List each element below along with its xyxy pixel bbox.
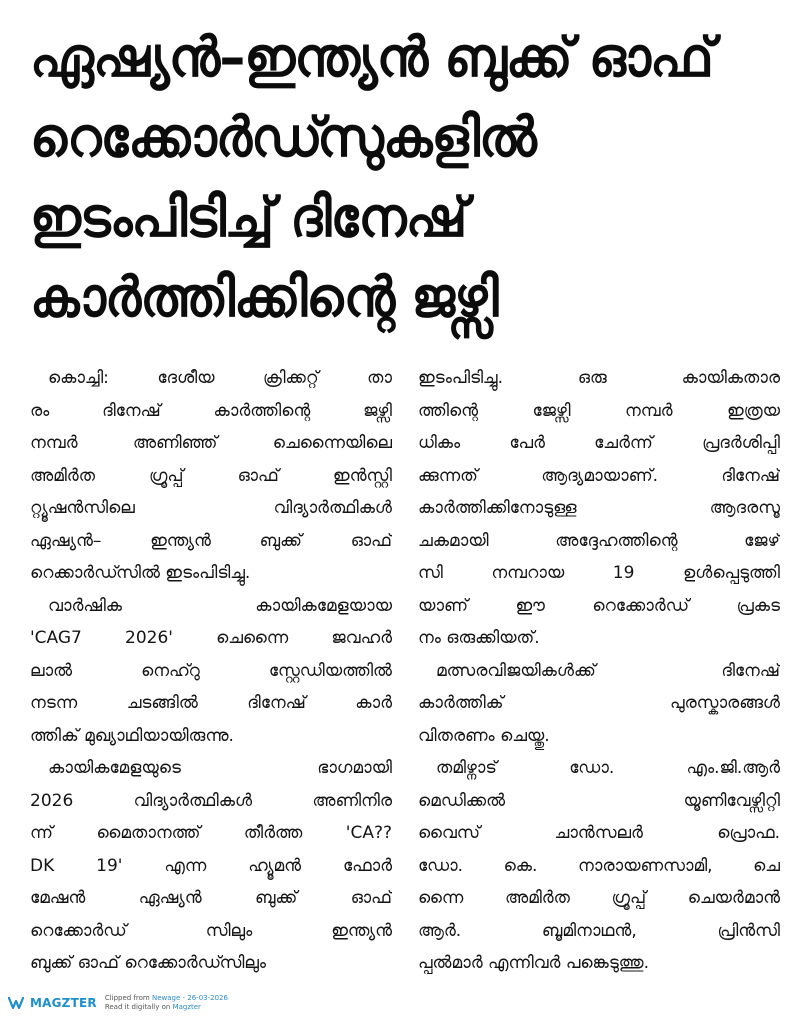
article-paragraph bbox=[418, 362, 780, 655]
text-line: നടന്ന ചടങ്ങിൽ ദിനേഷ് കാർ bbox=[30, 693, 392, 713]
text-line: കായികമേളയുടെ ഭാഗമായി bbox=[48, 758, 392, 778]
article-paragraph bbox=[30, 752, 392, 980]
text-line: ചകമായി അദ്ദേഹത്തിന്റെ ജേഴ് bbox=[418, 530, 780, 551]
article-paragraph bbox=[30, 362, 392, 590]
text-line: അമിർത ഗ്രൂപ്പ് ഓഫ് ഇൻസ്റ്റി bbox=[30, 465, 392, 486]
text-line: 'CAG7 2026' ചെന്നൈ ജവഹർ bbox=[30, 628, 392, 648]
text-line: സി നമ്പറായ 19 ഉൾപ്പെടുത്തി bbox=[418, 563, 780, 583]
read-digitally-line bbox=[105, 1003, 228, 1012]
text-line: ആർ. ബൂമിനാഥൻ, പ്രിൻസി bbox=[418, 920, 780, 941]
clip-footer bbox=[8, 992, 228, 1014]
text-line: നം ഒരുക്കിയത്. bbox=[418, 628, 540, 648]
clip-info bbox=[105, 994, 228, 1012]
text-line: റെക്കാർഡ്സിൽ ഇടംപിടിച്ചു. bbox=[30, 563, 251, 583]
article-paragraph bbox=[418, 752, 780, 980]
text-line: ത്തിന്റെ ജേഴ്സി നമ്പർ ഇത്രയ bbox=[418, 400, 780, 421]
headline-line: റെക്കോർഡ്സുകളിൽ bbox=[30, 106, 536, 170]
text-line: നമ്പർ അണിഞ്ഞ് ചെന്നൈയിലെ bbox=[30, 433, 392, 453]
text-line: മെഡിക്കൽ യൂണിവേഴ്സിറ്റി bbox=[418, 790, 780, 811]
read-digitally-label: Read it digitally on bbox=[104, 1003, 171, 1011]
text-line: രം ദിനേഷ് കാർത്തിന്റെ ജഴ്സി bbox=[30, 400, 392, 421]
text-line: ന്നൈ അമിർത ഗ്രൂപ്പ് ചെയർമാൻ bbox=[418, 888, 780, 908]
headline-line: ഇടംപിടിച്ച് ദിനേഷ് bbox=[30, 186, 467, 250]
headline-line: ഏഷ്യൻ–ഇന്ത്യൻ ബുക്ക് ഓഫ് bbox=[30, 26, 714, 90]
text-line: ഡോ. കെ. നാരായണസാമി, ചെ bbox=[418, 855, 780, 876]
text-line: ത്തിക് മുഖ്യാഥിയായിരുന്നു. bbox=[30, 725, 234, 746]
article-paragraph bbox=[418, 655, 780, 753]
article-paragraph bbox=[30, 590, 392, 753]
text-line: കാർത്തിക് പുരസ്കാരങ്ങൾ bbox=[418, 693, 780, 713]
clipped-from-line bbox=[105, 994, 228, 1003]
text-line: മേഷൻ ഏഷ്യൻ ബുക്ക് ഓഫ് bbox=[30, 888, 392, 908]
text-line: ന്ന് മൈതാനത്ത് തീർത്ത 'CA?? bbox=[30, 823, 392, 843]
text-line: ലാൽ നെഹ്റു സ്റ്റേഡിയത്തിൽ bbox=[30, 660, 392, 681]
text-line: മത്സരവിജയികൾക്ക് ദിനേഷ് bbox=[436, 660, 780, 681]
text-line: റ്റ്യൂഷൻസിലെ വിദ്യാർത്ഥികൾ bbox=[30, 498, 392, 518]
text-line: ബുക്ക് ഓഫ് റെക്കോർഡ്സിലും bbox=[30, 953, 267, 973]
text-line: DK 19' എന്ന ഹ്യൂമൻ ഫോർ bbox=[30, 855, 392, 876]
text-line: വാർഷിക കായികമേളയായ bbox=[48, 595, 392, 616]
clipped-source-link[interactable]: Newage - 26-03-2026 bbox=[151, 994, 228, 1002]
text-line: ക്കുന്നത് ആദ്യമായാണ്. ദിനേഷ് bbox=[418, 465, 780, 486]
article-body bbox=[30, 362, 780, 980]
magzter-link[interactable]: Magzter bbox=[172, 1003, 201, 1011]
text-line: ധികം പേർ ചേർന്ന് പ്രദർശിപ്പി bbox=[418, 433, 780, 453]
text-line: റെക്കോർഡ് സിലും ഇന്ത്യൻ bbox=[30, 920, 392, 941]
article-column-right bbox=[418, 362, 780, 980]
magzter-logo[interactable] bbox=[8, 996, 97, 1010]
text-line: യാണ് ഈ റെക്കോർഡ് പ്രകട bbox=[418, 595, 780, 616]
magzter-logo-text: MAGZTER bbox=[30, 996, 97, 1010]
text-line: കാർത്തിക്കിനോടുള്ള ആദരസൂ bbox=[418, 498, 780, 518]
article-headline bbox=[30, 18, 790, 338]
text-line: ഏഷ്യൻ– ഇന്ത്യൻ ബുക്ക് ഓഫ് bbox=[30, 530, 392, 551]
text-line: കൊച്ചി: ദേശീയ ക്രിക്കറ്റ് താ bbox=[48, 368, 392, 388]
headline-line: കാർത്തിക്കിന്റെ ജഴ്സി bbox=[30, 266, 498, 330]
text-line: വൈസ് ചാൻസലർ പ്രൊഫ. bbox=[418, 823, 780, 843]
magzter-logo-icon bbox=[8, 997, 28, 1009]
article-column-left bbox=[30, 362, 392, 980]
text-line: 2026 വിദ്യാർത്ഥികൾ അണിനിര bbox=[30, 790, 392, 811]
text-line: തമിഴ്നാട് ഡോ. എം.ജി.ആർ bbox=[436, 758, 780, 778]
text-line: പ്പൽമാർ എന്നിവർ പങ്കെടുത്തു. bbox=[418, 953, 650, 973]
text-line: വിതരണം ചെയ്തു. bbox=[418, 725, 550, 746]
clipped-from-label: Clipped from bbox=[104, 994, 150, 1002]
text-line: ഇടംപിടിച്ചു. ഒരു കായികതാര bbox=[418, 368, 780, 388]
